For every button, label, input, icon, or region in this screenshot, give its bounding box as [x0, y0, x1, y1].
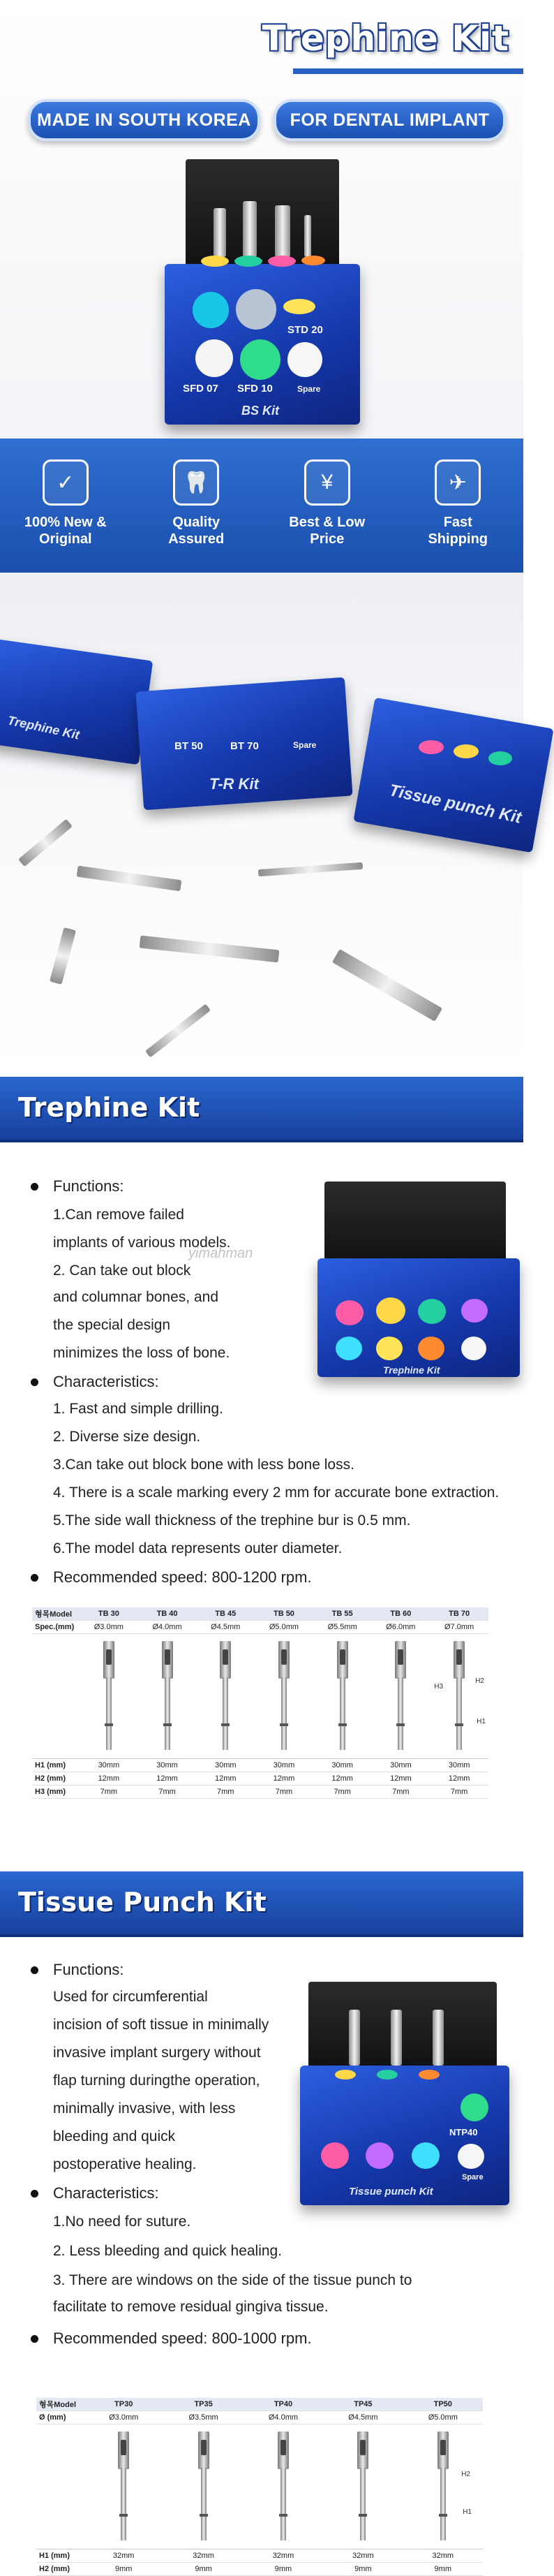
feature-label: Fast Shipping — [428, 515, 488, 547]
table-cell: 9mm — [323, 2563, 403, 2576]
dimension-h2: H2 — [461, 2471, 470, 2478]
slot-green — [234, 256, 262, 267]
table-cell: 9mm — [403, 2563, 483, 2576]
slot-orange — [301, 256, 325, 265]
table-cell: 12mm — [313, 1772, 372, 1786]
function-line: minimally invasive, with less — [53, 2100, 236, 2117]
tissue-punch-icon — [276, 2430, 291, 2542]
table-cell: 12mm — [196, 1772, 255, 1786]
slot-cyan — [193, 292, 229, 328]
made-in-korea-badge: MADE IN SOUTH KOREA — [28, 99, 260, 141]
slot-purple — [366, 2142, 394, 2169]
row-label-h2: H2 (mm) — [32, 1772, 80, 1786]
characteristic-line: 2. Less bleeding and quick healing. — [53, 2243, 283, 2259]
feature-label: Quality Assured — [168, 515, 225, 547]
table-cell: Ø7.0mm — [430, 1621, 488, 1634]
characteristic-line: 2. Diverse size design. — [53, 1429, 201, 1445]
kit-box-right — [353, 698, 553, 853]
trephine-bur-icon — [160, 1640, 175, 1751]
table-cell: Ø5.0mm — [255, 1621, 313, 1634]
slot-purple — [461, 1299, 488, 1323]
kit-label-std20: STD 20 — [287, 324, 323, 336]
kit-photo-spare: Spare — [462, 2173, 484, 2181]
function-line: the special design — [53, 1317, 171, 1333]
tissue-punch-drawing — [84, 2424, 163, 2549]
slot-pink — [419, 740, 444, 754]
feature-original — [0, 439, 131, 573]
table-cell: 12mm — [138, 1772, 197, 1786]
table-header-model: 형목Model — [32, 1607, 80, 1621]
product-photo — [0, 573, 523, 1073]
row-label-h2: H2 (mm) — [36, 2563, 84, 2576]
table-cell: 12mm — [255, 1772, 313, 1786]
kit-right-label: Tissue punch Kit — [387, 781, 523, 827]
table-cell: Ø4.5mm — [323, 2411, 403, 2424]
trephine-bur-drawing — [255, 1634, 313, 1759]
kit-photo-tag: NTP40 — [449, 2127, 478, 2137]
table-cell: 7mm — [313, 1786, 372, 1799]
table-cell: 30mm — [313, 1759, 372, 1772]
slot-yellow — [201, 256, 229, 267]
tissue-punch-icon — [116, 2430, 131, 2542]
kit-photo-label: Tissue punch Kit — [349, 2186, 433, 2198]
slot-green-2 — [461, 2093, 488, 2121]
hero-banner — [0, 0, 523, 439]
table-header-spec: Ø (mm) — [36, 2411, 84, 2424]
tissue-punch-icon — [391, 2010, 402, 2066]
characteristics-title: Characteristics: — [53, 1373, 159, 1390]
trephine-section-header — [0, 1073, 523, 1147]
trephine-bur-icon — [393, 1640, 408, 1751]
slot-cyan — [336, 1337, 362, 1360]
tissue-punch-drawing — [323, 2424, 403, 2549]
table-cell: TP30 — [84, 2398, 163, 2411]
feature-label: 100% New & Original — [24, 515, 107, 547]
slot-white — [458, 2144, 484, 2169]
table-row — [32, 1772, 488, 1786]
table-cell: 12mm — [372, 1772, 431, 1786]
table-cell: 30mm — [196, 1759, 255, 1772]
slot-yellow-2 — [376, 1337, 403, 1360]
kit-lid — [186, 159, 339, 271]
tissue-punch-drawing — [403, 2424, 483, 2549]
table-cell: TB 45 — [196, 1607, 255, 1621]
kit-photo-label: Trephine Kit — [383, 1364, 440, 1376]
table-cell: 7mm — [196, 1786, 255, 1799]
table-cell: TB 60 — [372, 1607, 431, 1621]
function-line: 2. Can take out block — [53, 1263, 191, 1279]
row-label-h1: H1 (mm) — [32, 1759, 80, 1772]
characteristic-line: 1.No need for suture. — [53, 2214, 191, 2230]
slot-cyan — [412, 2142, 440, 2169]
characteristic-line: 3.Can take out block bone with less bone loss. — [53, 1457, 354, 1473]
table-drawing-row — [32, 1634, 488, 1759]
kit-label-sfd10: SFD 10 — [237, 383, 273, 395]
tissue-punch-icon — [435, 2430, 451, 2542]
table-cell: 32mm — [84, 2549, 163, 2563]
trephine-bur-drawing — [372, 1634, 431, 1759]
hero-title: Trephine Kit — [262, 18, 509, 59]
table-header-spec: Spec.(mm) — [32, 1621, 80, 1634]
table-cell: 30mm — [430, 1759, 488, 1772]
slot-yellow — [335, 2070, 356, 2080]
trephine-bur-icon — [18, 819, 73, 867]
table-header-row — [32, 1607, 488, 1621]
trephine-spec-table — [32, 1607, 488, 1799]
section-title: Tissue Punch Kit — [18, 1887, 267, 1918]
characteristic-line: 5.The side wall thickness of the trephine bur is 0.5 mm. — [53, 1513, 411, 1529]
tissue-punch-icon — [349, 2010, 360, 2066]
tissue-punch-drawing — [244, 2424, 323, 2549]
watermark: yimahman — [188, 1246, 253, 1261]
table-cell: 7mm — [80, 1786, 138, 1799]
characteristic-line: 6.The model data represents outer diameter. — [53, 1540, 343, 1556]
trephine-bur-icon — [218, 1640, 233, 1751]
function-line: flap turning duringthe operation, — [53, 2073, 260, 2089]
kit-label-spare: Spare — [297, 384, 321, 394]
trephine-bur-icon — [258, 862, 363, 876]
characteristic-line: facilitate to remove residual gingiva tissue. — [53, 2299, 329, 2315]
section-title: Trephine Kit — [18, 1092, 200, 1123]
table-cell: 32mm — [244, 2549, 323, 2563]
tissue-punch-icon — [140, 936, 280, 963]
slot-green — [377, 2070, 398, 2080]
table-cell: TP35 — [163, 2398, 243, 2411]
slot-orange — [418, 1337, 444, 1360]
recommended-speed: Recommended speed: 800-1200 rpm. — [53, 1568, 312, 1586]
kit-box-left — [0, 639, 153, 765]
table-cell: 30mm — [372, 1759, 431, 1772]
slot-white-2 — [287, 342, 322, 377]
yen-price-icon: ¥ — [304, 459, 350, 506]
feature-shipping — [393, 439, 524, 573]
table-row — [36, 2549, 483, 2563]
table-cell: 12mm — [80, 1772, 138, 1786]
functions-title: Functions: — [53, 1961, 124, 1978]
characteristic-line: 3. There are windows on the side of the tissue punch to — [53, 2272, 412, 2288]
airplane-icon: ✈ — [435, 459, 481, 506]
table-cell: Ø4.5mm — [196, 1621, 255, 1634]
trephine-bur-drawing — [138, 1634, 197, 1759]
table-cell: Ø5.5mm — [313, 1621, 372, 1634]
tissue-punch-icon — [196, 2430, 211, 2542]
bur-icon — [275, 205, 290, 257]
kit-label-sfd07: SFD 07 — [183, 383, 218, 395]
bur-icon — [214, 208, 226, 257]
trephine-bur-icon — [335, 1640, 350, 1751]
table-cell: TP50 — [403, 2398, 483, 2411]
trephine-bur-icon — [145, 1003, 211, 1057]
table-cell: TB 30 — [80, 1607, 138, 1621]
trephine-bur-icon — [77, 866, 182, 892]
functions-title: Functions: — [53, 1177, 124, 1195]
kit-lid — [324, 1182, 506, 1265]
table-cell: 12mm — [430, 1772, 488, 1786]
tooth-icon: 🦷 — [173, 459, 219, 506]
kit-name: BS Kit — [241, 404, 279, 418]
recommended-speed: Recommended speed: 800-1000 rpm. — [53, 2330, 312, 2347]
table-cell: TB 50 — [255, 1607, 313, 1621]
kit-lid — [308, 1982, 497, 2073]
row-label-h1: H1 (mm) — [36, 2549, 84, 2563]
trephine-bur-icon — [451, 1640, 467, 1751]
table-cell: 7mm — [430, 1786, 488, 1799]
table-cell: 9mm — [244, 2563, 323, 2576]
characteristic-line: 4. There is a scale marking every 2 mm for accurate bone extraction. — [53, 1485, 500, 1501]
table-row — [32, 1621, 488, 1634]
dimension-h1: H1 — [463, 2508, 472, 2516]
table-cell: 9mm — [163, 2563, 243, 2576]
kit-left-label: Trephine Kit — [6, 713, 81, 742]
hero-kit-photo — [165, 159, 360, 425]
feature-quality — [131, 439, 262, 573]
function-line: and columnar bones, and — [53, 1289, 218, 1305]
table-row — [32, 1759, 488, 1772]
table-cell: 7mm — [372, 1786, 431, 1799]
bur-icon — [304, 215, 311, 257]
slot-pink — [336, 1300, 364, 1325]
table-header-model: 형목Model — [36, 2398, 84, 2411]
table-row — [32, 1786, 488, 1799]
slot-green — [488, 751, 512, 765]
tissue-content — [0, 1941, 523, 2573]
table-cell: 32mm — [323, 2549, 403, 2563]
table-cell: Ø3.0mm — [84, 2411, 163, 2424]
table-cell: 30mm — [255, 1759, 313, 1772]
slot-green — [418, 1299, 446, 1324]
table-cell: TP40 — [244, 2398, 323, 2411]
trephine-bur-drawing — [430, 1634, 488, 1759]
tissue-punch-icon — [50, 927, 76, 985]
tissue-section-header — [0, 1867, 523, 1941]
dimension-h2: H2 — [475, 1677, 484, 1685]
dimension-h3: H3 — [434, 1683, 444, 1691]
table-cell: Ø3.0mm — [80, 1621, 138, 1634]
function-line: minimizes the loss of bone. — [53, 1345, 230, 1361]
slot-yellow-2 — [283, 299, 315, 314]
trephine-kit-photo — [317, 1182, 520, 1377]
feature-bar — [0, 439, 523, 573]
dental-implant-badge: FOR DENTAL IMPLANT — [274, 99, 506, 141]
slot-gray — [236, 289, 276, 330]
feature-label: Best & Low Price — [289, 515, 366, 547]
characteristic-line: 1. Fast and simple drilling. — [53, 1401, 223, 1417]
function-line: Used for circumferential — [53, 1989, 208, 2005]
kit-box — [300, 2066, 509, 2205]
kit-middle-tag-2: BT 70 — [230, 740, 259, 752]
table-cell: Ø5.0mm — [403, 2411, 483, 2424]
table-cell: Ø4.0mm — [244, 2411, 323, 2424]
table-cell: 30mm — [138, 1759, 197, 1772]
characteristics-title: Characteristics: — [53, 2184, 159, 2202]
table-cell: Ø4.0mm — [138, 1621, 197, 1634]
table-cell: 32mm — [403, 2549, 483, 2563]
tissue-punch-icon — [355, 2430, 370, 2542]
function-line: 1.Can remove failed — [53, 1207, 184, 1223]
trephine-bur-drawing — [196, 1634, 255, 1759]
table-cell: TB 55 — [313, 1607, 372, 1621]
tissue-spec-table — [36, 2398, 483, 2576]
table-cell: 30mm — [80, 1759, 138, 1772]
table-cell: Ø6.0mm — [372, 1621, 431, 1634]
bur-icon — [243, 201, 257, 257]
slot-white — [461, 1337, 486, 1360]
slot-yellow — [376, 1297, 405, 1324]
kit-middle-tag-1: BT 50 — [174, 740, 203, 752]
tissue-punch-icon — [332, 949, 442, 1022]
trephine-bur-drawing — [313, 1634, 372, 1759]
table-cell: 9mm — [84, 2563, 163, 2576]
table-cell: TP45 — [323, 2398, 403, 2411]
table-row — [36, 2411, 483, 2424]
hero-title-stripe — [293, 68, 523, 74]
table-cell: TB 40 — [138, 1607, 197, 1621]
tissue-punch-drawing — [163, 2424, 243, 2549]
tissue-punch-icon — [433, 2010, 444, 2066]
table-cell: Ø3.5mm — [163, 2411, 243, 2424]
table-cell: TB 70 — [430, 1607, 488, 1621]
trephine-bur-icon — [276, 1640, 292, 1751]
function-line: invasive implant surgery without — [53, 2045, 261, 2061]
trephine-bur-drawing — [80, 1634, 138, 1759]
slot-yellow — [454, 744, 479, 758]
table-cell: 32mm — [163, 2549, 243, 2563]
kit-middle-label: T-R Kit — [209, 775, 259, 793]
table-cell: 7mm — [138, 1786, 197, 1799]
dimension-h1: H1 — [477, 1718, 486, 1725]
table-row — [36, 2563, 483, 2576]
function-line: incision of soft tissue in minimally — [53, 2017, 269, 2033]
slot-pink — [321, 2142, 349, 2169]
tissue-kit-photo — [300, 1982, 509, 2205]
kit-middle-tag-3: Spare — [293, 740, 317, 750]
table-drawing-row — [36, 2424, 483, 2549]
shield-check-icon: ✓ — [43, 459, 89, 506]
row-label-h3: H3 (mm) — [32, 1786, 80, 1799]
table-header-row — [36, 2398, 483, 2411]
trephine-bur-icon — [101, 1640, 117, 1751]
table-cell: 7mm — [255, 1786, 313, 1799]
function-line: postoperative healing. — [53, 2156, 197, 2172]
slot-green-2 — [240, 339, 280, 380]
function-line: implants of various models. — [53, 1235, 231, 1251]
feature-price — [262, 439, 393, 573]
function-line: bleeding and quick — [53, 2128, 176, 2144]
trephine-content — [0, 1147, 523, 1867]
slot-orange — [419, 2070, 440, 2080]
slot-pink — [268, 256, 296, 267]
slot-white — [195, 339, 233, 377]
